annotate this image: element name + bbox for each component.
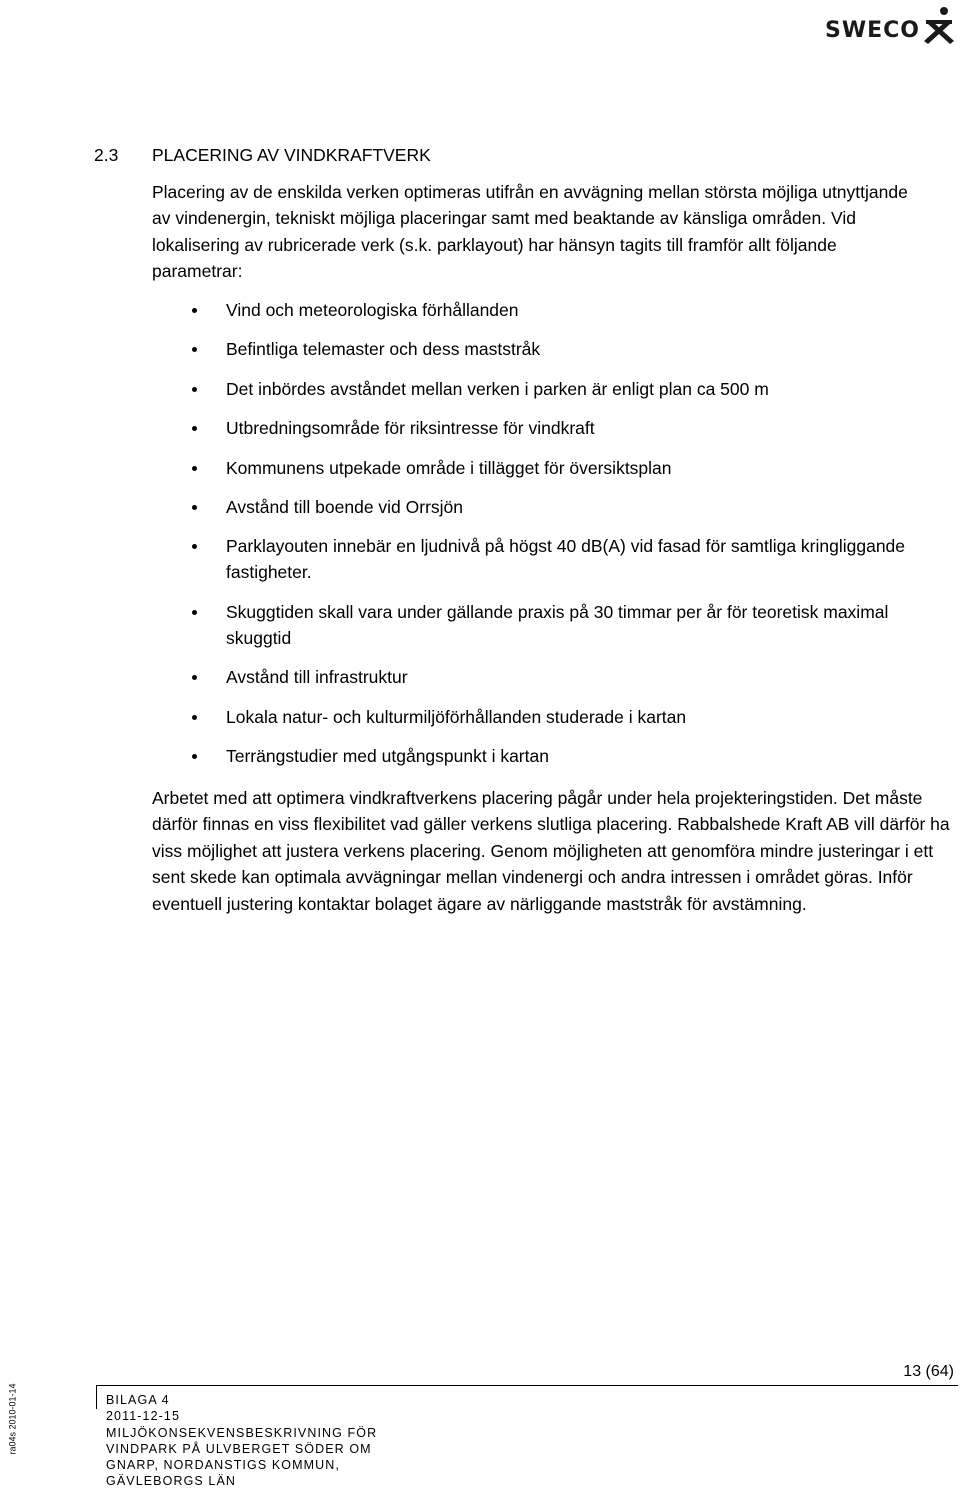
bullet-icon <box>192 715 197 720</box>
parameter-list <box>152 297 922 782</box>
list-item: Det inbördes avståndet mellan verken i parken är enligt plan ca 500 m <box>152 376 922 402</box>
list-item: Parklayouten innebär en ljudnivå på högst 40 dB(A) vid fasad för samtliga kringliggande fastigheter. <box>152 533 922 585</box>
sweco-logo <box>825 6 956 46</box>
bullet-icon <box>192 544 197 549</box>
bullet-icon <box>192 387 197 392</box>
section-title: PLACERING AV VINDKRAFTVERK <box>152 145 431 165</box>
footer-line: MILJÖKONSEKVENSBESKRIVNING FÖR <box>106 1425 378 1440</box>
template-code: ra04s 2010-01-14 <box>7 1383 18 1455</box>
bullet-icon <box>192 610 197 615</box>
bullet-icon <box>192 426 197 431</box>
section-number: 2.3 <box>94 145 119 165</box>
footer-line: 2011-12-15 <box>106 1409 181 1424</box>
bullet-icon <box>192 675 197 680</box>
logo-text: SWECO <box>825 18 920 43</box>
footer-info <box>106 1392 486 1490</box>
footer-line: GNARP, NORDANSTIGS KOMMUN, <box>106 1458 340 1473</box>
footer-line: BILAGA 4 <box>106 1393 170 1407</box>
list-item: Utbredningsområde för riksintresse för vindkraft <box>152 415 922 441</box>
list-item: Avstånd till boende vid Orrsjön <box>152 494 922 520</box>
bullet-icon <box>192 308 197 313</box>
bullet-icon <box>192 347 197 352</box>
footer-divider-vertical <box>96 1385 97 1409</box>
list-item: Vind och meteorologiska förhållanden <box>152 297 922 323</box>
list-item: Avstånd till infrastruktur <box>152 664 922 690</box>
footer-line: GÄVLEBORGS LÄN <box>106 1474 237 1489</box>
list-item: Befintliga telemaster och dess maststråk <box>152 336 922 362</box>
list-item: Skuggtiden skall vara under gällande praxis på 30 timmar per år för teoretisk maximal skuggtid <box>152 599 922 651</box>
footer-divider <box>96 1385 958 1386</box>
footer-line: VINDPARK PÅ ULVBERGET SÖDER OM <box>106 1441 372 1456</box>
list-item: Lokala natur- och kulturmiljöförhållanden studerade i kartan <box>152 704 922 730</box>
section-heading <box>94 143 894 167</box>
bullet-icon <box>192 466 197 471</box>
bullet-icon <box>192 505 197 510</box>
list-item: Kommunens utpekade område i tillägget för översiktsplan <box>152 455 922 481</box>
sweco-figure-icon <box>922 6 956 46</box>
intro-paragraph: Placering av de enskilda verken optimeras utifrån en avvägning mellan största möjliga utnyttjande av vindenergin, tekniskt möjliga placeringar samt med beaktande av känsliga områden. Vid lokalisering av rubricerade verk (s.k. parklayout) har hänsyn tagits till framför allt följande parametrar: <box>152 182 908 282</box>
list-item: Terrängstudier med utgångspunkt i kartan <box>152 743 922 769</box>
bullet-icon <box>192 754 197 759</box>
closing-paragraph: Arbetet med att optimera vindkraftverkens placering pågår under hela projekteringstiden. Det måste därför finnas en viss flexibilitet vad gäller verkens slutliga placering. Rabbalshede Kraft AB vill därför ha viss möjlighet att justera verkens placering. Genom möjligheten att genomföra mindre justeringar i ett sent skede kan optimala avvägningar mellan vindenergi och andra intressen i området göras. Inför eventuell justering kontaktar bolaget ägare av närliggande maststråk för avstämning. <box>152 788 950 914</box>
page-number: 13 (64) <box>903 1363 954 1380</box>
